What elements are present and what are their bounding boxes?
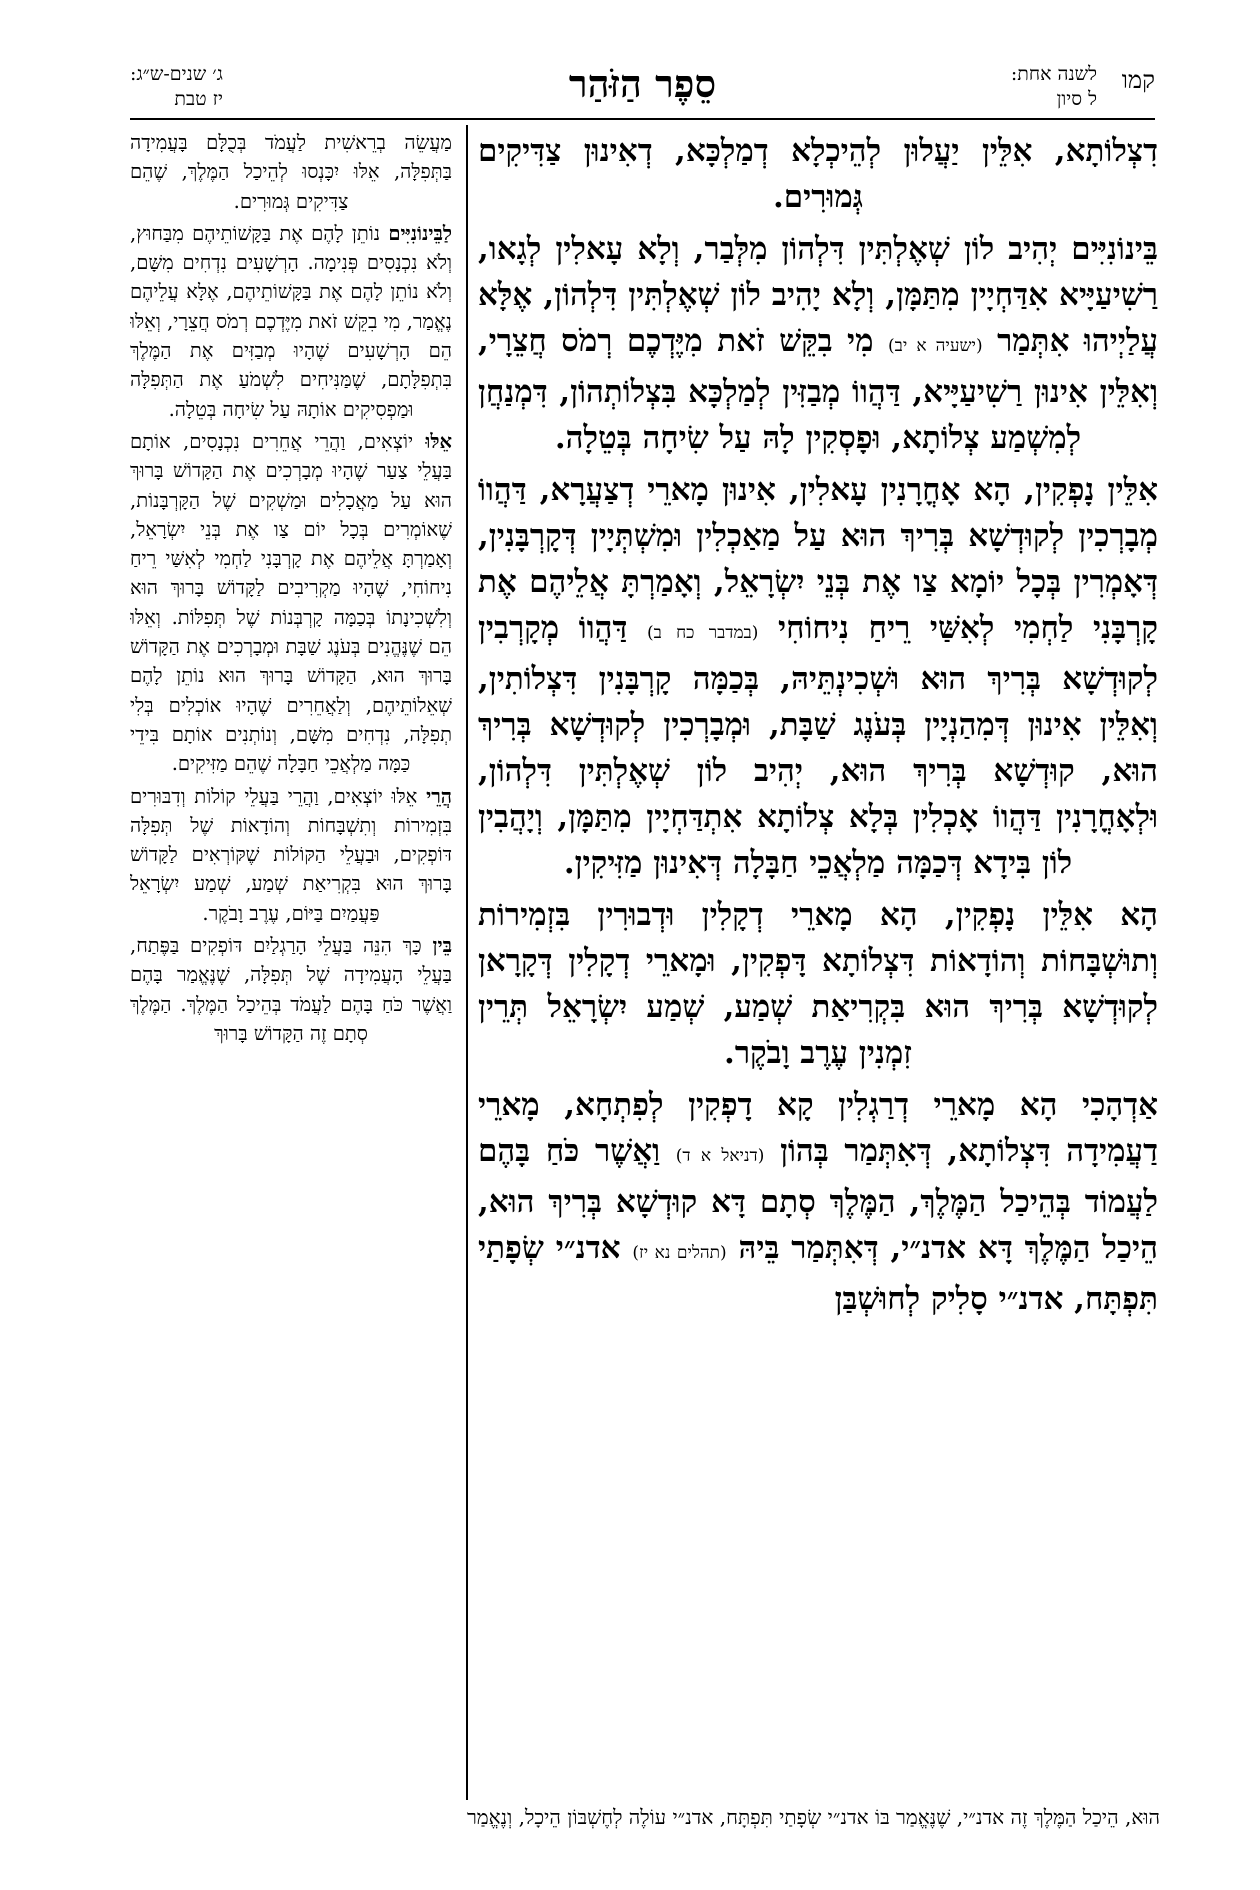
schedule-three-years-label: ג׳ שנים-ש״ג: — [130, 63, 223, 85]
hebrew-translation-column — [130, 128, 452, 1798]
schedule-year-label: לשנה אחת: — [1010, 63, 1097, 85]
verse-citation: (ישעיה א יב) — [888, 336, 983, 356]
header-divider — [130, 118, 1155, 120]
paragraph-lead-word: בֵּין — [432, 934, 452, 958]
verse-citation: (במדבר כח ב) — [647, 623, 759, 643]
main-paragraph: בֵּינוֹנִיִּים יְהִיב לוֹן שְׁאֶלְתִּין דִּלְהוֹן מִלְּבַר, וְלָא עָאלִין לְגָאו, רַשִׁיעַיָּיא אִדַּחְיָין מִתַּמָּן, וְלָא יָהִיב לוֹן שְׁאֶלְתִּין דִּלְהוֹן, אֶלָּא עֲלַיְיהוּ אִתְּמַר (ישעיה א יב) מִי בִקֵּשׁ זֹאת מִיֶּדְכֶם רְמֹס חֲצֵרָי, וְאִלֵּין אִינוּן רַשִׁיעַיָּיא, דַּהֲווֹ מְבַזִּין לְמַלְכָּא בִּצְלוֹתְהוֹן, דִּמְנַחֲן לְמִשְׁמַע צְלוֹתָא, וּפָסְקִין לָהּ עַל שִׂיחָה בְּטֵלָה. — [478, 231, 1158, 456]
verse-citation: (תהלים נא יז) — [632, 1243, 727, 1263]
translation-paragraph: מַעֲשֵׂה בְרֵאשִׁית לַעֲמֹד בְּכֻלָּם בָּעֲמִידָה בַּתְּפִלָּה, אֵלּוּ יִכָּנְסוּ לְהֵיכַל הַמֶּלֶךְ, שֶׁהֵם צַדִּיקִים גְּמוּרִים. — [130, 131, 452, 213]
page-header — [130, 62, 1155, 122]
main-paragraph: אַדְהָכִי הָא מָארֵי דְרַגְלִין קָא דָפְקִין לְפִתְחָא, מָארֵי דַעֲמִידָה דִּצְלוֹתָא, דְּאִתְּמַר בְּהוֹן (דניאל א ד) וַאֲשֶׁר כֹּחַ בָּהֶם לַעֲמוֹד בְּהֵיכַל הַמֶּלֶךְ, הַמֶּלֶךְ סְתָם דָּא קוּדְשָׁא בְּרִיךְ הוּא, הֵיכַל הַמֶּלֶךְ דָּא אדנ״י, דְּאִתְּמַר בֵּיהּ (תהלים נא יז) אדנ״י שְׂפָתַי תִּפְתָּח, אדנ״י סָלִיק לְחוּשְׁבַּן — [478, 1087, 1158, 1317]
translation-paragraph: אֵלּוּ יוֹצְאִים, וַהֲרֵי אֲחֵרִים נִכְנָסִים, אוֹתָם בַּעֲלֵי צַעַר שֶׁהָיוּ מְבָרְכִים אֶת הַקָּדוֹשׁ בָּרוּךְ הוּא עַל מַאֲכָלִים וּמַשְׁקִים שֶׁל הַקָּרְבָּנוֹת, שֶׁאוֹמְרִים בְּכָל יוֹם צַו אֶת בְּנֵי יִשְׂרָאֵל, וְאָמַרְתָּ אֲלֵיהֶם אֶת קָרְבָּנִי לַחְמִי לְאִשַּׁי רֵיחַ נִיחוֹחִי, שֶׁהָיוּ מַקְרִיבִים לַקָּדוֹשׁ בָּרוּךְ הוּא וְלִשְׁכִינָתוֹ בְּכַמָּה קָרְבְּנוֹת שֶׁל תְּפִלּוֹת. וְאֵלּוּ הֵם שֶׁנֶּהֱנִים בְּעֹנֶג שַׁבָּת וּמְבָרְכִים אֶת הַקָּדוֹשׁ בָּרוּךְ הוּא, הַקָּדוֹשׁ בָּרוּךְ הוּא נוֹתֵן לָהֶם שְׁאֵלוֹתֵיהֶם, וְלַאֲחֵרִים שֶׁהָיוּ אוֹכְלִים בְּלִי תְפִלָּה, נִדְחִים מִשָּׁם, וְנוֹתְנִים אוֹתָם בִּידֵי כַּמָּה מַלְאֲכֵי חַבָּלָה שֶׁהֵם מַזִּיקִים. — [130, 429, 452, 776]
paragraph-lead-word: הֲרֵי — [426, 784, 452, 808]
study-schedule-three-years — [130, 62, 223, 112]
aramaic-main-text — [478, 128, 1158, 1798]
translation-paragraph: הֲרֵי אֵלּוּ יוֹצְאִים, וַהֲרֵי בַּעֲלֵי קוֹלוֹת וְדִבּוּרִים בִּזְמִירוֹת וְתִשְׁבָּחוֹת וְהוֹדָאוֹת שֶׁל תְּפִלָּה דּוֹפְקִים, וּבַעֲלֵי הַקּוֹלוֹת שֶׁקּוֹרְאִים לַקָּדוֹשׁ בָּרוּךְ הוּא בִּקְרִיאַת שְׁמַע, שְׁמַע יִשְׂרָאֵל פַּעֲמַיִם בַּיּוֹם, עֶרֶב וָבֹקֶר. — [130, 784, 452, 925]
book-title: סֵפֶר הַזֹּהַר — [568, 61, 717, 106]
page-number: קמו — [1121, 66, 1155, 94]
translation-paragraph: לַבֵּינוֹנִיִּים נוֹתֵן לָהֶם אֶת בַּקָּשׁוֹתֵיהֶם מִבַּחוּץ, וְלֹא נִכְנָסִים פְּנִימָה. הָרְשָׁעִים נִדְחִים מִשָּׁם, וְלֹא נוֹתֵן לָהֶם אֶת בַּקָּשׁוֹתֵיהֶם, אֶלָּא עֲלֵיהֶם נֶאֱמַר, מִי בִקֵּשׁ זֹאת מִיֶּדְכֶם רְמֹס חֲצֵרָי, וְאֵלּוּ הֵם הָרְשָׁעִים שֶׁהָיוּ מְבַזִּים אֶת הַמֶּלֶךְ בִּתְפִלָּתָם, שֶׁמַּנִּיחִים לִשְׁמֹעַ אֶת הַתְּפִלָּה וּמַפְסִיקִים אוֹתָהּ עַל שִׂיחָה בְּטֵלָה. — [130, 221, 452, 421]
main-paragraph: אִלֵּין נָפְקִין, הָא אָחֳרָנִין עָאלִין, אִינוּן מָארֵי דְצַעֲרָא, דַּהֲווֹ מְבָרְכִין לְקוּדְשָׁא בְּרִיךְ הוּא עַל מַאַכְלִין וּמִשְׁתְּיָין דְּקָרְבָּנִין, דְּאָמְרִין בְּכָל יוֹמָא צַו אֶת בְּנֵי יִשְׂרָאֵל, וְאָמַרְתָּ אֲלֵיהֶם אֶת קָרְבָּנִי לַחְמִי לְאִשַּׁי רֵיחַ נִיחוֹחִי (במדבר כח ב) דַּהֲווֹ מְקָרְבִין לְקוּדְשָׁא בְּרִיךְ הוּא וּשְׁכִינְתֵּיהּ, בְּכַמָּה קָרְבָּנִין דִּצְלוֹתִין, וְאִלֵּין אִינוּן דְּמִהַנְיָין בְּעֹנֶג שַׁבָּת, וּמְבָרְכִין לְקוּדְשָׁא בְּרִיךְ הוּא, קוּדְשָׁא בְּרִיךְ הוּא, יְהִיב לוֹן שְׁאֶלְתִּין דִּלְהוֹן, וּלְאָחֳרָנִין דַּהֲווֹ אָכְלִין בְּלָא צְלוֹתָא אִתְדַּחְיָין מִתַּמָּן, וְיָהֲבִין לוֹן בִּידָא דְּכַמָּה מַלְאֲכֵי חַבָּלָה דְּאִינוּן מַזִּיקִין. — [478, 472, 1158, 881]
verse-citation: (דניאל א ד) — [675, 1146, 765, 1166]
column-divider — [466, 125, 468, 1800]
schedule-year-date: ל סיון — [1056, 88, 1097, 110]
paragraph-lead-word: אֵלּוּ — [425, 429, 452, 453]
footer-continuation-line: הוּא, הֵיכַל הַמֶּלֶךְ זֶה אדנ״י, שֶׁנֶּאֱמַר בּוֹ אדנ״י שְׂפָתַי תִּפְתָּח, אדנ״י עוֹלֶה לְחֶשְׁבּוֹן הֵיכָל, וְנֶאֱמַר — [466, 1805, 1160, 1829]
paragraph-lead-word: לַבֵּינוֹנִיִּים — [388, 221, 452, 245]
main-paragraph: דִצְלוֹתָא, אִלֵּין יַעֲלוּן לְהֵיכְלָא דְמַלְכָּא, דְאִינוּן צַדִּיקִים גְּמוּרִים. — [478, 133, 1158, 215]
main-paragraph: הָא אִלֵּין נָפְקִין, הָא מָארֵי דְקָלִין וּדְבוּרִין בִּזְמִירוֹת וְתוּשְׁבָּחוֹת וְהוֹדָאוֹת דִּצְלוֹתָא דָּפְקִין, וּמָארֵי דְקָלִין דְּקָרָאן לְקוּדְשָׁא בְּרִיךְ הוּא בִּקְרִיאַת שְׁמַע, שְׁמַע יִשְׂרָאֵל תְּרֵין זִמְנִין עֶרֶב וָבֹקֶר. — [478, 897, 1158, 1071]
schedule-three-years-date: יז טבת — [174, 88, 223, 110]
translation-paragraph: בֵּין כָּךְ הִנֵּה בַּעֲלֵי הָרַגְלַיִם דּוֹפְקִים בַּפֶּתַח, בַּעֲלֵי הָעֲמִידָה שֶׁל תְּפִלָּה, שֶׁנֶּאֱמַר בָּהֶם וַאֲשֶׁר כֹּחַ בָּהֶם לַעֲמֹד בְּהֵיכַל הַמֶּלֶךְ. הַמֶּלֶךְ סְתָם זֶה הַקָּדוֹשׁ בָּרוּךְ — [130, 934, 452, 1045]
